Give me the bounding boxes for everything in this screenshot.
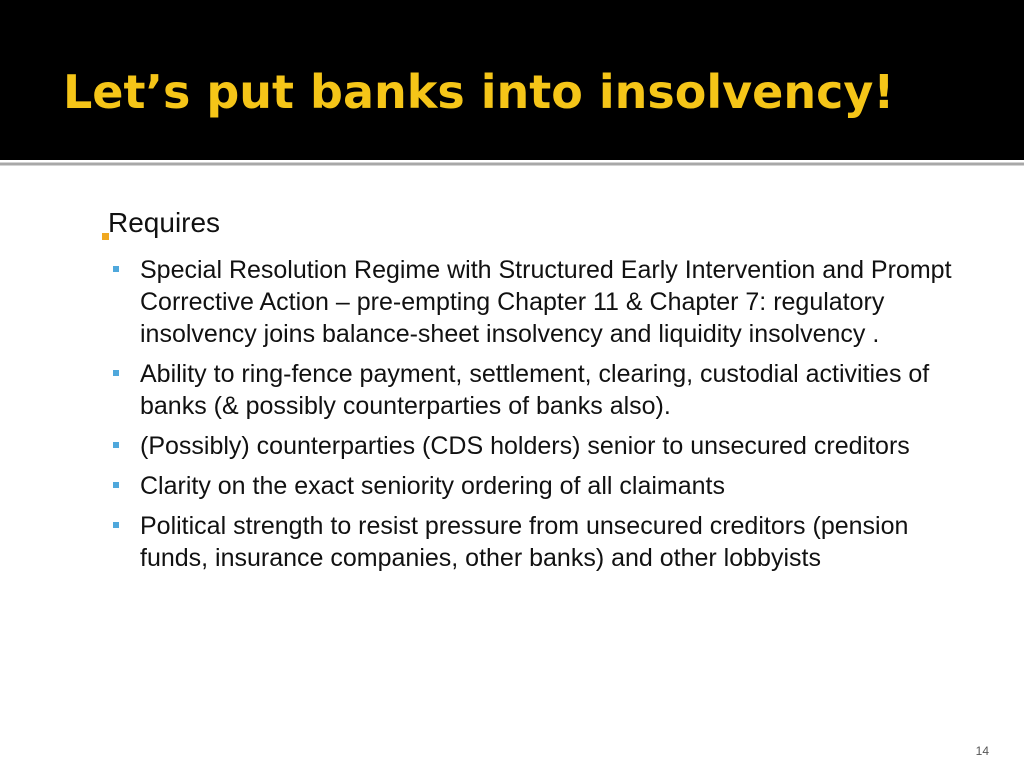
level2-bullet-square	[113, 266, 119, 272]
sub-bullet-ring-fence	[113, 358, 973, 422]
sub-bullet-text: Clarity on the exact seniority ordering of all claimants	[140, 472, 725, 500]
sub-bullet-counterparties-senior	[113, 430, 973, 462]
sub-bullet-political-strength	[113, 510, 973, 574]
page-number: 14	[975, 744, 989, 758]
sub-bullet-seniority-ordering	[113, 470, 973, 502]
level2-bullet-square	[113, 442, 119, 448]
slide-title: Let’s put banks into insolvency!	[63, 65, 895, 119]
title-divider	[0, 160, 1024, 168]
level2-bullet-square	[113, 522, 119, 528]
title-bar	[0, 0, 1024, 160]
bullet-level1-requires: Requires	[108, 207, 221, 238]
sub-bullet-text: (Possibly) counterparties (CDS holders) senior to unsecured creditors	[140, 432, 910, 460]
content-area	[0, 168, 1024, 768]
sub-bullet-list	[113, 254, 973, 582]
level2-bullet-square	[113, 370, 119, 376]
sub-bullet-special-resolution-regime	[113, 254, 973, 350]
level2-bullet-square	[113, 482, 119, 488]
sub-bullet-text: Ability to ring-fence payment, settlement, clearing, custodial activities of banks (& possibly counterparties of banks also).	[140, 360, 930, 420]
sub-bullet-text: Political strength to resist pressure from unsecured creditors (pension funds, insurance companies, other banks) and other lobbyists	[140, 512, 909, 572]
sub-bullet-text: Special Resolution Regime with Structured Early Intervention and Prompt Corrective Action – pre-empting Chapter 11 & Chapter 7: regulatory insolvency joins balance-sheet insolvency and liquidity insolvency .	[140, 256, 952, 348]
